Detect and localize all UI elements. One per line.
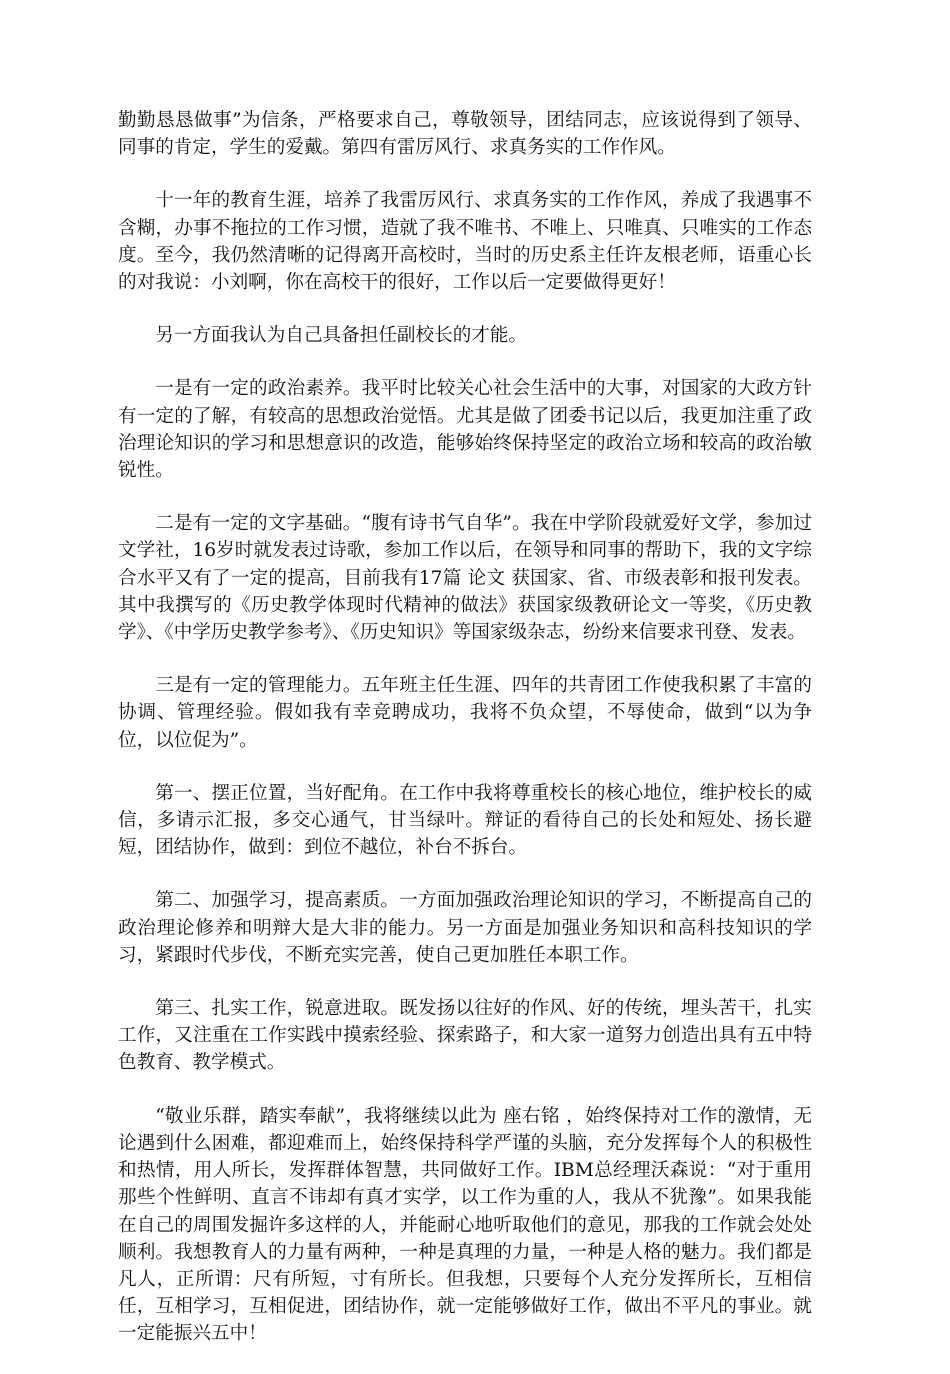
paragraph-7: 第一、摆正位置，当好配角。在工作中我将尊重校长的核心地位，维护校长的威信，多请示汇报，多交心通气，甘当绿叶。辩证的看待自己的长处和短处、扬长避短，团结协作，做到：到位不越位，补台不拆台。 bbox=[118, 782, 812, 859]
paragraph-2: 十一年的教育生涯，培养了我雷厉风行、求真务实的工作作风，养成了我遇事不含糊，办事不拖拉的工作习惯，造就了我不唯书、不唯上、只唯真、只唯实的工作态度。至今，我仍然清晰的记得离开高校时，当时的历史系主任许友根老师，语重心长的对我说：小刘啊，你在高校干的很好，工作以后一定要做得更好！ bbox=[118, 190, 812, 294]
paragraph-5: 二是有一定的文字基础。“腹有诗书气自华”。我在中学阶段就爱好文学，参加过文学社，16岁时就发表过诗歌，参加工作以后，在领导和同事的帮助下，我的文字综合水平又有了一定的提高，目前我有17篇 论文 获国家、省、市级表彰和报刊发表。其中我撰写的《历史教学体现时代精神的做法》获国家级教研论文一等奖，《历史教学》、《中学历史教学参考》、《历史知识》等国家级杂志，纷纷来信要求刊登、发表。 bbox=[118, 513, 812, 644]
paragraph-1: 勤勤恳恳做事”为信条，严格要求自己，尊敬领导，团结同志，应该说得到了领导、同事的肯定，学生的爱戴。第四有雷厉风行、求真务实的工作作风。 bbox=[118, 110, 812, 159]
paragraph-4: 一是有一定的政治素养。我平时比较关心社会生活中的大事，对国家的大政方针有一定的了解，有较高的思想政治觉悟。尤其是做了团委书记以后，我更加注重了政治理论知识的学习和思想意识的改造，能够始终保持坚定的政治立场和较高的政治敏锐性。 bbox=[118, 378, 812, 482]
paragraph-8: 第二、加强学习，提高素质。一方面加强政治理论知识的学习，不断提高自己的政治理论修养和明辩大是大非的能力。另一方面是加强业务知识和高科技知识的学习，紧跟时代步伐，不断充实完善，使自己更加胜任本职工作。 bbox=[118, 890, 812, 966]
paragraph-10: “敬业乐群，踏实奉献”，我将继续以此为 座右铭 ，始终保持对工作的激情，无论遇到什么困难，都迎难而上，始终保持科学严谨的头脑，充分发挥每个人的积极性和热情，用人所长，发挥群体智慧，共同做好工作。IBM总经理沃森说：“对于重用那些个性鲜明、直言不讳却有真才实学，以工作为重的人，我从不犹豫”。如果我能在自己的周围发掘许多这样的人，并能耐心地听取他们的意见，那我的工作就会处处顺利。我想教育人的力量有两种，一种是真理的力量，一种是人格的魅力。我们都是凡人，正所谓：尺有所短，寸有所长。但我想，只要每个人充分发挥所长，互相信任，互相学习，互相促进，团结协作，就一定能够做好工作，做出不平凡的事业。就一定能振兴五中！ bbox=[118, 1105, 812, 1345]
paragraph-9: 第三、扎实工作，锐意进取。既发扬以往好的作风、好的传统，埋头苦干，扎实工作，又注重在工作实践中摸索经验、探索路子，和大家一道努力创造出具有五中特色教育、教学模式。 bbox=[118, 998, 812, 1074]
paragraph-6: 三是有一定的管理能力。五年班主任生涯、四年的共青团工作使我积累了丰富的协调、管理经验。假如我有幸竞聘成功，我将不负众望，不辱使命，做到“以为争位，以位促为”。 bbox=[118, 675, 812, 751]
paragraph-3: 另一方面我认为自己具备担任副校长的才能。 bbox=[155, 325, 528, 347]
document-page bbox=[118, 107, 812, 1374]
